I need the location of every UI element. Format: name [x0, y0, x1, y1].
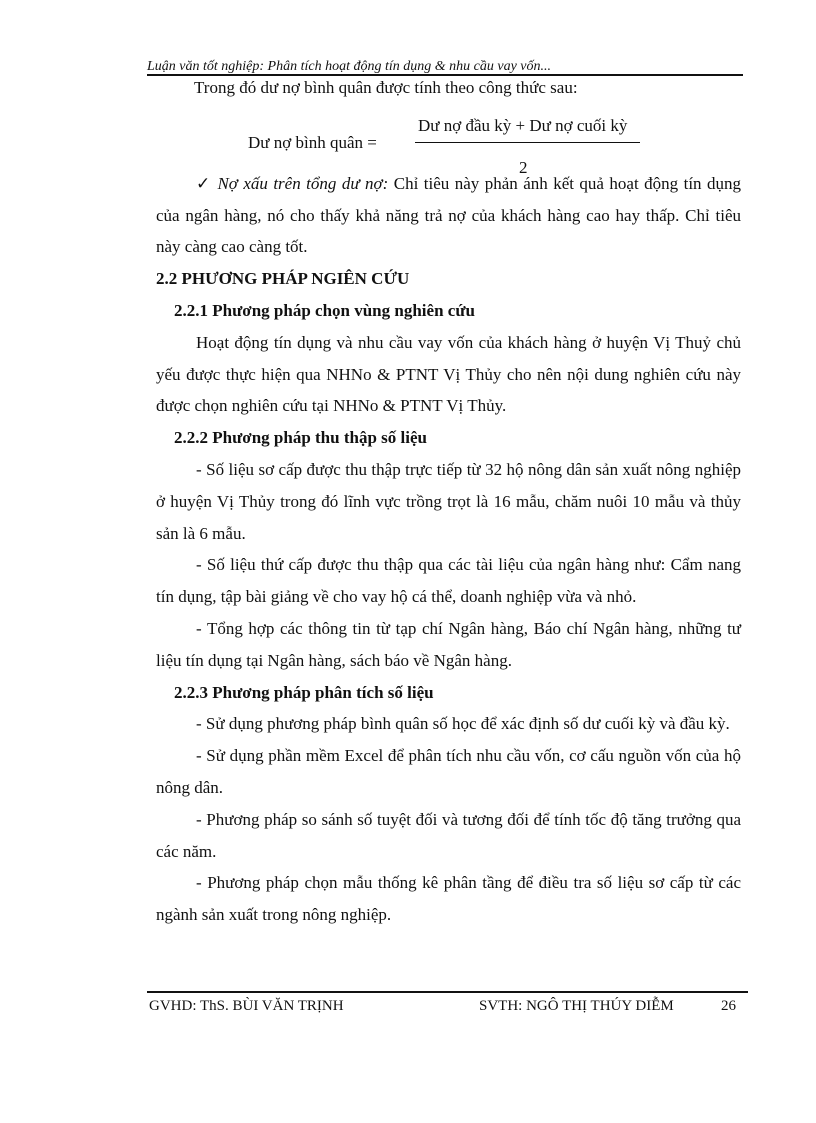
list-item: - Phương pháp chọn mẫu thống kê phân tầng để điều tra số liệu sơ cấp từ các ngành sản xuất trong nông nghiệp.	[156, 873, 741, 925]
header-title: Luận văn tốt nghiệp: Phân tích hoạt động tín dụng & nhu cầu vay vốn...	[147, 59, 552, 74]
section-heading: 2.2 PHƯƠNG PHÁP NGIÊN CỨU	[156, 269, 410, 289]
formula-lhs: Dư nợ bình quân =	[248, 132, 377, 152]
list-item: - Tổng hợp các thông tin từ tạp chí Ngân hàng, Báo chí Ngân hàng, những tư liệu tín dụng tại Ngân hàng, sách báo về Ngân hàng.	[156, 618, 741, 670]
list-item: - Số liệu sơ cấp được thu thập trực tiếp từ 32 hộ nông dân sản xuất nông nghiệp ở huyện Vị Thủy trong đó lĩnh vực trồng trọt là 16 mẫu, chăm nuôi 10 mẫu và thủy sản là 6 mẫu.	[156, 459, 741, 543]
fraction-bar	[415, 142, 640, 143]
subsection-heading: 2.2.3 Phương pháp phân tích số liệu	[174, 682, 434, 702]
list-item: - Sử dụng phần mềm Excel để phân tích nhu cầu vốn, cơ cấu nguồn vốn của hộ nông dân.	[156, 746, 741, 797]
subsection-heading: 2.2.2 Phương pháp thu thập số liệu	[174, 428, 427, 448]
bad-debt-text: Chỉ tiêu này phản ánh kết quả hoạt động tín dụng của ngân hàng, nó cho thấy khả năng trả nợ của khách hàng cao hay thấp. Chỉ tiêu này càng cao càng tốt.	[156, 173, 741, 257]
intro-paragraph: Trong đó dư nợ bình quân được tính theo công thức sau:	[194, 78, 578, 97]
checkmark-icon: ✓	[196, 173, 212, 193]
list-item: - Số liệu thứ cấp được thu thập qua các tài liệu của ngân hàng như: Cẩm nang tín dụng, tập bài giảng về cho vay hộ cá thể, doanh nghiệp vừa và nhỏ.	[156, 555, 741, 607]
list-item: - Sử dụng phương pháp bình quân số học để xác định số dư cuối kỳ và đầu kỳ.	[196, 714, 730, 734]
bad-debt-paragraph	[156, 168, 741, 263]
footer-advisor: GVHD: ThS. BÙI VĂN TRỊNH	[149, 998, 344, 1014]
document-body	[156, 72, 741, 931]
footer-rule	[147, 991, 748, 993]
average-debt-formula	[156, 72, 741, 177]
formula-denominator: 2	[519, 157, 528, 177]
list-item: - Phương pháp so sánh số tuyệt đối và tương đối để tính tốc độ tăng trưởng qua các năm.	[156, 809, 741, 861]
subsection-heading: 2.2.1 Phương pháp chọn vùng nghiên cứu	[174, 300, 475, 320]
paragraph: Hoạt động tín dụng và nhu cầu vay vốn của khách hàng ở huyện Vị Thuỷ chủ yếu được thực hiện qua NHNo & PTNT Vị Thủy cho nên nội dung nghiên cứu này được chọn nghiên cứu tại NHNo & PTNT Vị Thủy.	[156, 332, 741, 416]
page-number: 26	[721, 998, 736, 1014]
formula-numerator: Dư nợ đầu kỳ + Dư nợ cuối kỳ	[418, 115, 628, 135]
footer-student: SVTH: NGÔ THỊ THÚY DIỄM	[479, 998, 674, 1014]
bad-debt-term: Nợ xấu trên tổng dư nợ:	[217, 173, 389, 193]
